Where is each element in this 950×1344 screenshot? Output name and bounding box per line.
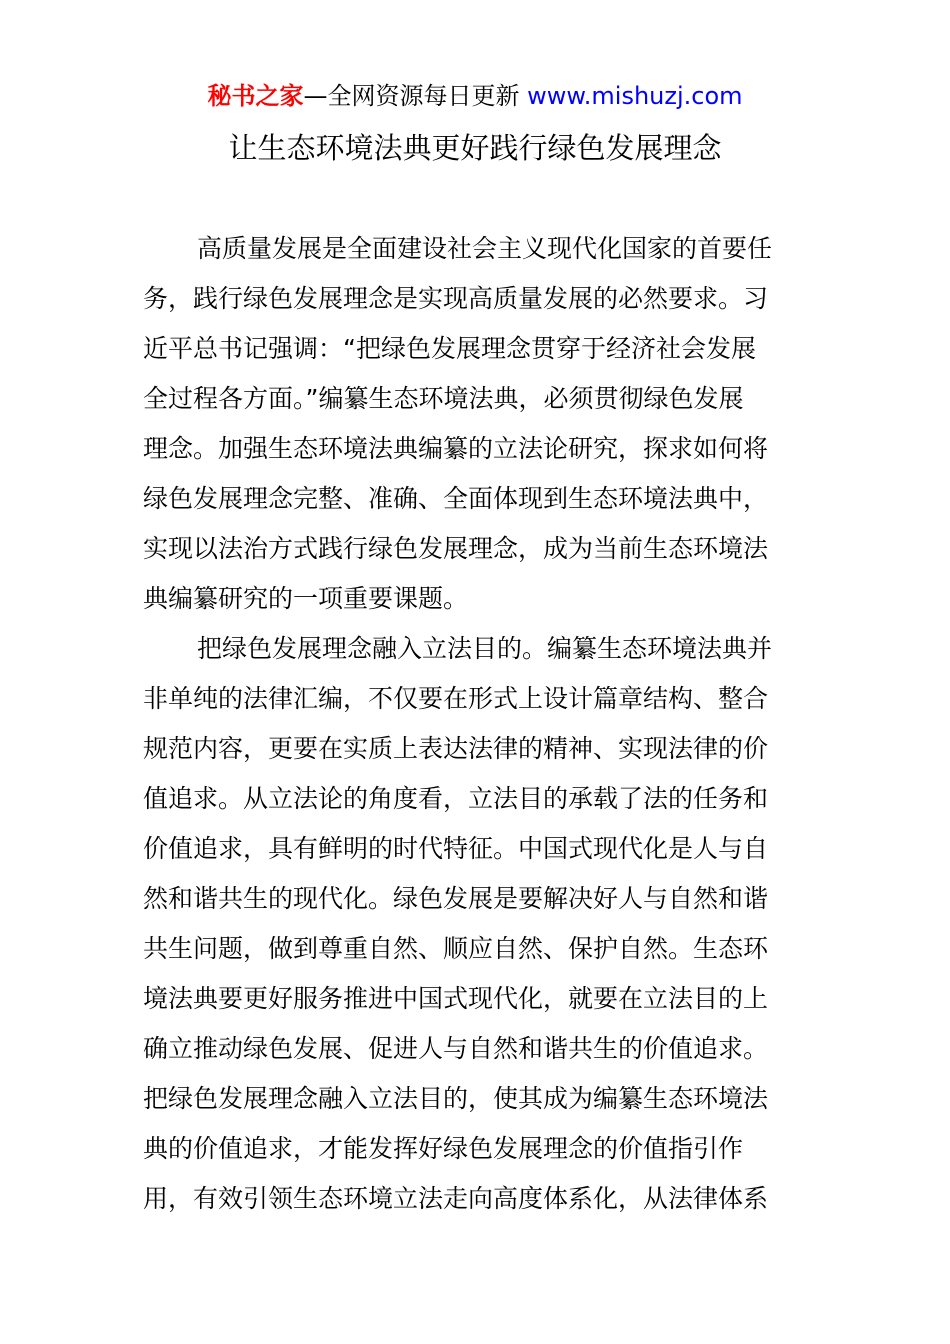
site-name: 秘书之家 xyxy=(207,82,304,110)
paragraph-line: 确立推动绿色发展、促进人与自然和谐共生的价值追求。 xyxy=(143,1034,769,1063)
paragraph-line: 然和谐共生的现代化。绿色发展是要解决好人与自然和谐 xyxy=(143,884,769,913)
paragraph-line: 实现以法治方式践行绿色发展理念，成为当前生态环境法 xyxy=(143,534,769,563)
paragraph-line: 高质量发展是全面建设社会主义现代化国家的首要任 xyxy=(197,234,773,263)
paragraph-line: 价值追求，具有鲜明的时代特征。中国式现代化是人与自 xyxy=(143,834,769,863)
paragraph-line: 值追求。从立法论的角度看，立法目的承载了法的任务和 xyxy=(143,784,769,813)
document-title: 让生态环境法典更好践行绿色发展理念 xyxy=(228,131,722,165)
paragraph-line: 典编纂研究的一项重要课题。 xyxy=(143,584,469,613)
paragraph-line: 理念。加强生态环境法典编纂的立法论研究，探求如何将 xyxy=(143,434,769,463)
paragraph-line: 全过程各方面。”编纂生态环境法典，必须贯彻绿色发展 xyxy=(143,384,744,413)
site-tagline: —全网资源每日更新 xyxy=(303,82,520,110)
paragraph-line: 典的价值追求，才能发挥好绿色发展理念的价值指引作 xyxy=(143,1134,744,1163)
paragraph-line: 务，践行绿色发展理念是实现高质量发展的必然要求。习 xyxy=(143,284,769,313)
paragraph-line: 绿色发展理念完整、准确、全面体现到生态环境法典中， xyxy=(143,484,769,513)
site-url-link[interactable]: www.mishuzj.com xyxy=(527,82,743,110)
paragraph-line: 用，有效引领生态环境立法走向高度体系化，从法律体系 xyxy=(143,1184,769,1213)
paragraph-line: 把绿色发展理念融入立法目的，使其成为编纂生态环境法 xyxy=(143,1084,769,1113)
site-header xyxy=(0,80,950,112)
paragraph-line: 把绿色发展理念融入立法目的。编纂生态环境法典并 xyxy=(197,634,773,663)
paragraph-line: 境法典要更好服务推进中国式现代化，就要在立法目的上 xyxy=(143,984,769,1013)
paragraph-line: 共生问题，做到尊重自然、顺应自然、保护自然。生态环 xyxy=(143,934,769,963)
paragraph-line: 近平总书记强调：“把绿色发展理念贯穿于经济社会发展 xyxy=(143,334,756,363)
document-body xyxy=(143,224,807,1224)
paragraph-line: 非单纯的法律汇编，不仅要在形式上设计篇章结构、整合 xyxy=(143,684,769,713)
paragraph-line: 规范内容，更要在实质上表达法律的精神、实现法律的价 xyxy=(143,734,769,763)
